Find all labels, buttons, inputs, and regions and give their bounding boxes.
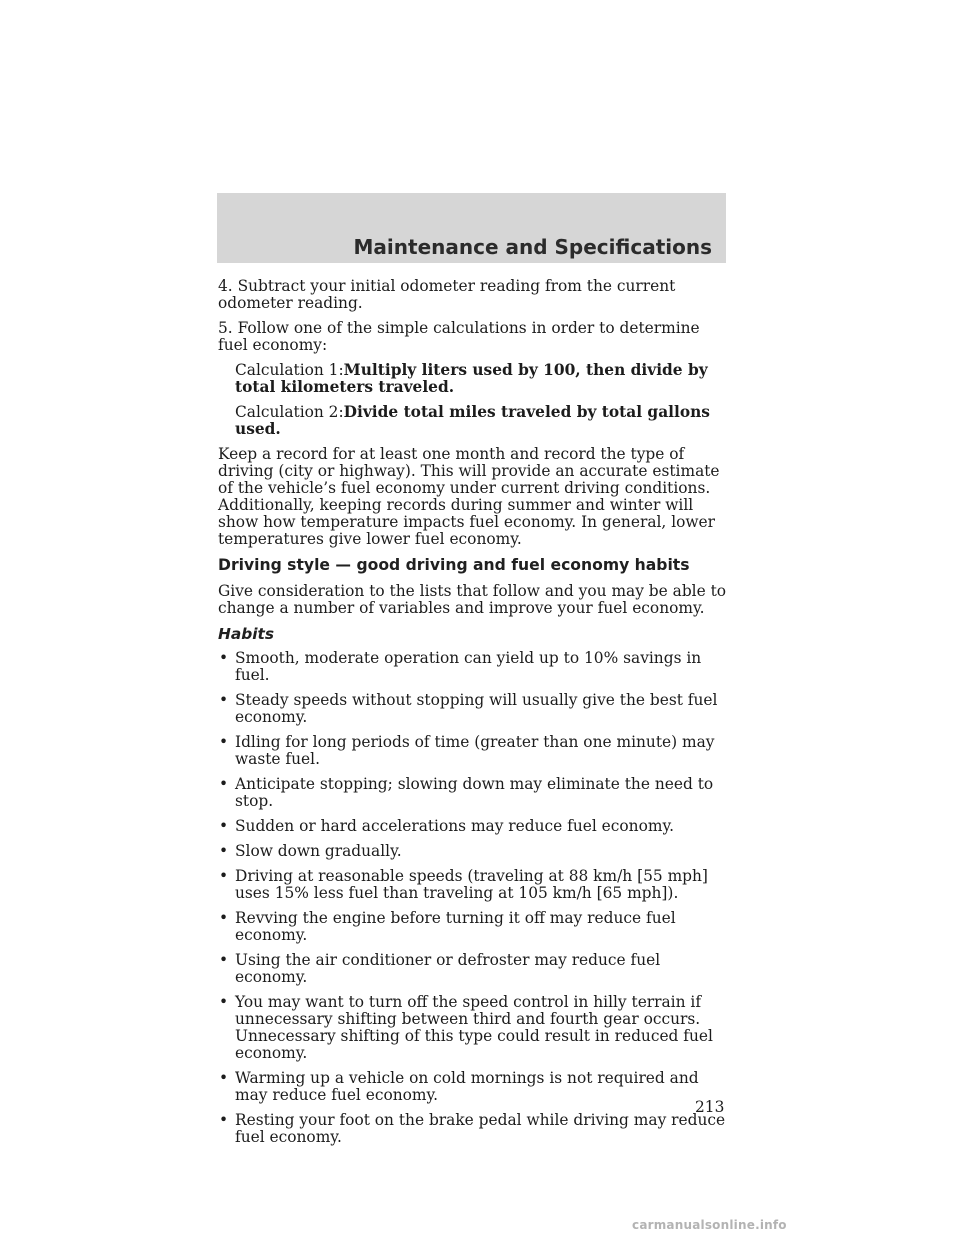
calculation-2-text: Divide total miles traveled by total gallons used. (235, 403, 710, 438)
list-item-text: Sudden or hard accelerations may reduce fuel economy. (235, 817, 674, 835)
list-item-text: Slow down gradually. (235, 842, 402, 860)
section-header-band (217, 193, 726, 263)
list-item-text: Anticipate stopping; slowing down may eliminate the need to stop. (235, 775, 714, 810)
list-item-text: Warming up a vehicle on cold mornings is not required and may reduce fuel economy. (235, 1069, 699, 1104)
list-item-text: Revving the engine before turning it off may reduce fuel economy. (235, 909, 676, 944)
page-content (218, 278, 730, 1154)
list-item (218, 818, 730, 835)
list-item-text: Resting your foot on the brake pedal while driving may reduce fuel economy. (235, 1111, 726, 1146)
list-item-text: Smooth, moderate operation can yield up to 10% savings in fuel. (235, 649, 702, 684)
bullet-icon: • (219, 842, 229, 860)
list-item (218, 868, 730, 902)
bullet-icon: • (219, 775, 229, 793)
list-item-text: Idling for long periods of time (greater than one minute) may waste fuel. (235, 733, 715, 768)
calculation-1-text: Multiply liters used by 100, then divide by total kilometers traveled. (235, 361, 708, 396)
driving-style-heading: Driving style — good driving and fuel economy habits (218, 556, 690, 574)
list-item (218, 1070, 730, 1104)
list-item (218, 734, 730, 768)
bullet-icon: • (219, 691, 229, 709)
list-item-text: Using the air conditioner or defroster may reduce fuel economy. (235, 951, 661, 986)
bullet-icon: • (219, 867, 229, 885)
list-item-text: You may want to turn off the speed control in hilly terrain if unnecessary shifting between third and fourth gear occurs. Unnecessary shifting of this type could result in reduced fuel economy. (235, 993, 713, 1062)
watermark: carmanualsonline.info (632, 1218, 787, 1232)
list-item-text: Driving at reasonable speeds (traveling at 88 km/h [55 mph] uses 15% less fuel than traveling at 105 km/h [65 mph]). (235, 867, 708, 902)
habits-subheading: Habits (218, 625, 275, 643)
list-item (218, 994, 730, 1062)
bullet-icon: • (219, 817, 229, 835)
calculation-2 (218, 404, 730, 438)
list-item (218, 776, 730, 810)
bullet-icon: • (219, 649, 229, 667)
bullet-icon: • (219, 993, 229, 1011)
page-number: 213 (695, 1098, 725, 1116)
habits-list (218, 650, 730, 1146)
calculation-2-label: Calculation 2: (235, 403, 344, 421)
list-item (218, 692, 730, 726)
driving-style-intro: Give consideration to the lists that follow and you may be able to change a number of variables and improve your fuel economy. (218, 582, 727, 617)
section-title: Maintenance and Specifications (353, 235, 712, 259)
bullet-icon: • (219, 1111, 229, 1129)
list-item (218, 952, 730, 986)
list-item (218, 910, 730, 944)
step-4: 4. Subtract your initial odometer reading from the current odometer reading. (218, 277, 676, 312)
bullet-icon: • (219, 951, 229, 969)
record-paragraph: Keep a record for at least one month and record the type of driving (city or highway). This will provide an accurate estimate of the vehicle’s fuel economy under current driving conditions. Additionally, keeping records during summer and winter will show how temperature impacts fuel economy. In general, lower temperatures give lower fuel economy. (218, 445, 720, 548)
list-item (218, 650, 730, 684)
calculation-1-label: Calculation 1: (235, 361, 344, 379)
list-item (218, 843, 730, 860)
bullet-icon: • (219, 1069, 229, 1087)
list-item-text: Steady speeds without stopping will usually give the best fuel economy. (235, 691, 718, 726)
step-5: 5. Follow one of the simple calculations in order to determine fuel economy: (218, 319, 700, 354)
list-item (218, 1112, 730, 1146)
bullet-icon: • (219, 733, 229, 751)
bullet-icon: • (219, 909, 229, 927)
calculation-1 (218, 362, 730, 396)
